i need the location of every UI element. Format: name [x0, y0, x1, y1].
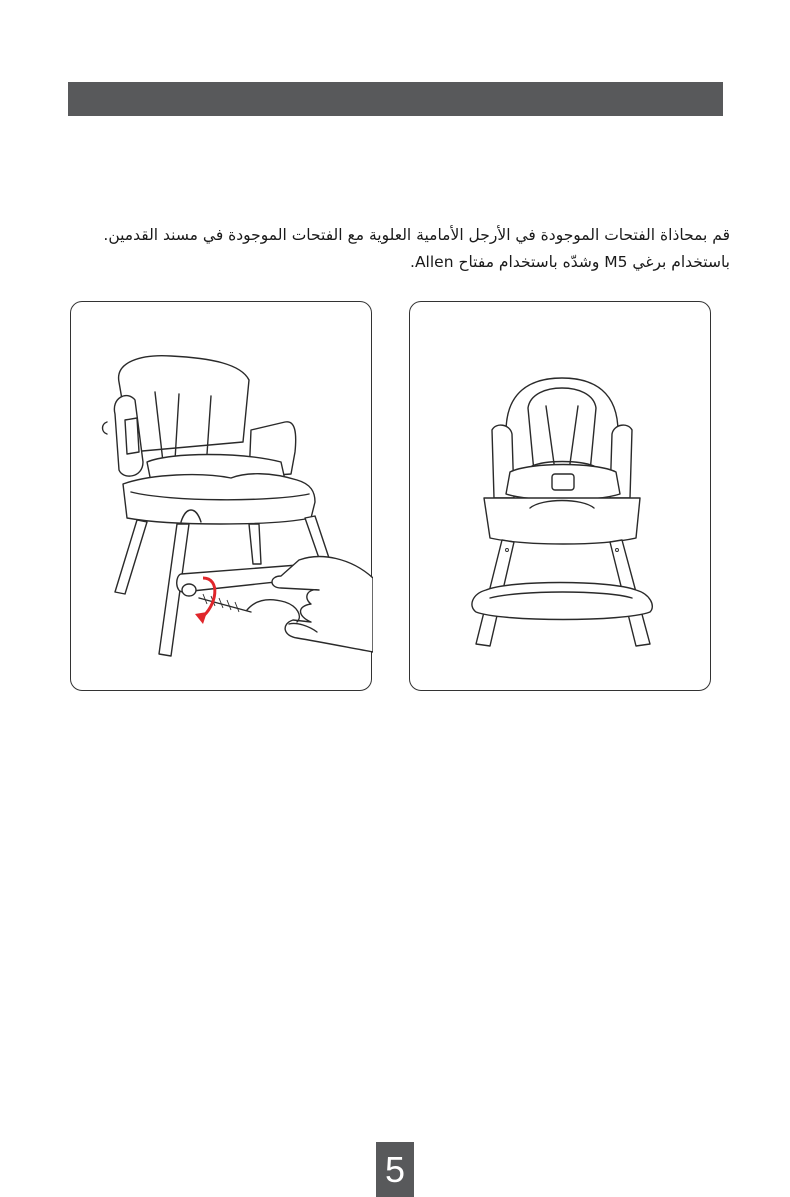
instruction-line-2: باستخدام برغي M5 وشدّه باستخدام مفتاح Allen.: [410, 253, 730, 271]
illustration-panel-left: [70, 301, 372, 691]
instruction-text: [60, 222, 730, 276]
illustration-panel-right: [409, 301, 711, 691]
section-header-bar: [68, 82, 723, 116]
chair-assembled-icon: [410, 302, 712, 692]
instruction-line-1: قم بمحاذاة الفتحات الموجودة في الأرجل الأمامية العلوية مع الفتحات الموجودة في مسند القدمين.: [103, 226, 730, 244]
chair-leg-screw-icon: [71, 302, 373, 692]
page-number: 5: [376, 1142, 414, 1197]
